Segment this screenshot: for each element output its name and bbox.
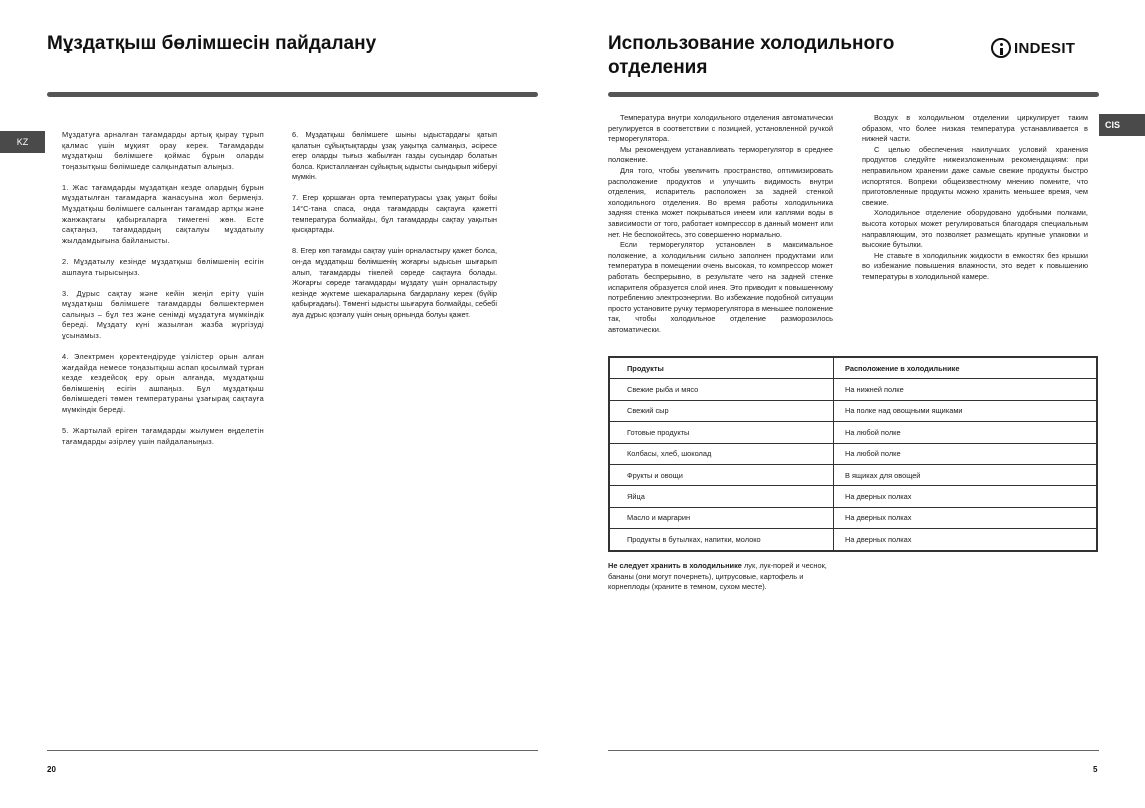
lang-tab-label: CIS	[1105, 120, 1121, 130]
table-row	[609, 464, 1097, 485]
paragraph: Не ставьте в холодильник жидкости в емкостях без крышки во избежание повышения влажности, это ведет к повышению температуры в холодильной камере.	[862, 250, 1088, 281]
paragraph: Холодильное отделение оборудовано удобными полками, высота которых может регулироваться благодаря специальным направляющим, это позволяет размещать крупные упаковки и высокие бутылки.	[862, 208, 1088, 250]
cell-product: Свежий сыр	[609, 400, 834, 421]
table-row	[609, 379, 1097, 400]
table-row	[609, 443, 1097, 464]
left-column-2	[292, 130, 497, 331]
paragraph: 7. Егер қоршаған орта температурасы ұзақ уақыт бойы 14°C-тана спаса, онда тағамдарды сақтауға қажетті температура болмайды, бұл тағамдарды сақтау уақытын қысқартады.	[292, 193, 497, 235]
paragraph: 5. Жартылай еріген тағамдарды жылумен өңделетін тағамдарды әзірлеу үшін пайдаланыңыз.	[62, 426, 264, 446]
cell-product: Продукты в бутылках, напитки, молоко	[609, 529, 834, 551]
header-location: Расположение в холодильнике	[834, 357, 1098, 379]
cell-product: Яйца	[609, 486, 834, 507]
cell-product: Свежие рыба и мясо	[609, 379, 834, 400]
cell-location: В ящиках для овощей	[834, 464, 1098, 485]
paragraph: Если терморегулятор установлен в максимальное положение, а холодильник сильно заполнен продуктами или температура в помещении очень высокая, то компрессор может работать беспрерывно, в результате чего на задней стенке испарителя образуется слой инея. Это приводит к повышенному потреблению электроэнергии. Во избежание подобной ситуации просто установите ручку терморегулятора в меньшее положение так, чтобы холодильное отделение разморозилось автоматически.	[608, 240, 833, 334]
table-row	[609, 486, 1097, 507]
paragraph: 6. Мұздатқыш бөлімшеге шыны ыдыстардағы қатып қалатын сұйықтықтарды ұзақ уақытқа салмаңыз, әсіресе егер оларды тығыз жабылған газды сусындар болатын болса. Кристалланған сұйықтық ыдысты сындырып жіберуі мүмкін.	[292, 130, 497, 182]
lang-tab-kz	[0, 131, 45, 153]
right-header-bar	[608, 92, 1099, 97]
table-row	[609, 422, 1097, 443]
paragraph: 2. Мұздатылу кезінде мұздатқыш бөлімшенің есігін ашпауға тырысыңыз.	[62, 256, 264, 277]
cell-location: На дверных полках	[834, 486, 1098, 507]
left-page-title: Мұздатқыш бөлімшесін пайдалану	[47, 33, 377, 54]
left-footer-line	[47, 750, 538, 751]
cell-location: На дверных полках	[834, 507, 1098, 528]
cell-product: Колбасы, хлеб, шоколад	[609, 443, 834, 464]
paragraph: Воздух в холодильном отделении циркулирует таким образом, что более низкая температура устанавливается в нижней части.	[862, 113, 1088, 144]
cell-location: На нижней полке	[834, 379, 1098, 400]
paragraph: 4. Электрмен қоректендіруде үзілістер орын алған жағдайда немесе тоңазытқыш аспап қосылмай тұрған кезде кездейсоқ еру орын алғанда, мұздатқыш бөлімшенің есігін ашпаңыз. Бұл мұздатқыш бөлімшедегі төмен температураны ұзағырақ сақтауға мүмкіндік береді.	[62, 352, 264, 415]
food-storage-table	[608, 356, 1098, 552]
cell-location: На любой полке	[834, 443, 1098, 464]
right-column-1	[608, 113, 833, 335]
header-products: Продукты	[609, 357, 834, 379]
paragraph: 3. Дұрыс сақтау және кейін жеңіл еріту үшін мұздатқыш бөлімшеге тағамдарды бөлшектермен салыңыз – бұл тез және сенімді мұздатуға мүмкіндік береді. Мұздату күні жазылған жазба жүргізуді ұсынамыз.	[62, 288, 264, 340]
right-title-line-2: отделения	[608, 57, 708, 78]
paragraph: Мұздатуға арналған тағамдарды артық қырау тұрып қалмас үшін мұқият орау керек. Тағамдарды мұздатқыш бөлімшеге қоймас бұрын оларды тоңазытқыш бөлімшеде салқындатып алыңыз.	[62, 130, 264, 171]
table-row	[609, 507, 1097, 528]
cell-location: На полке над овощными ящиками	[834, 400, 1098, 421]
paragraph: Мы рекомендуем устанавливать терморегулятор в среднее положение.	[608, 144, 833, 165]
indesit-logo	[991, 38, 1075, 58]
right-column-2	[862, 113, 1088, 283]
lang-tab-cis	[1099, 114, 1145, 136]
brand-name: INDESIT	[1014, 39, 1076, 57]
right-footer-line	[608, 750, 1099, 751]
right-page-title	[608, 32, 894, 80]
table-header-row	[609, 357, 1097, 379]
table-row	[609, 400, 1097, 421]
paragraph: 8. Егер көп тағамды сақтау үшін орналастыру қажет болса, он-да мұздатқыш бөлімшенің жоғарғы ыдысын шығарып алып, тағамдарды тікелей сөреде сақтауға болады. Жоғарғы сөреде тағамдарды мұздату үшін орналастыру кезінде жүктеме шекараларына бағдарлану керек (бүйір қабырғадағы). Төменгі ыдысты шығаруға болмайды, себебі ауа дұрыс қозғалу үшін оның орнында болуы қажет.	[292, 246, 497, 319]
info-circle-icon	[991, 38, 1011, 58]
paragraph: С целью обеспечения наилучших условий хранения продуктов следуйте нижеизложенным рекомендациям: при неправильном хранении даже самые свежие продукты быстро испортятся. Вопреки общеизвестному мнению помните, что приготовленные продукты можно хранить меньшее время, чем свежие.	[862, 144, 1088, 207]
cell-product: Масло и маргарин	[609, 507, 834, 528]
left-page-number: 20	[47, 765, 56, 774]
paragraph: Для того, чтобы увеличить пространство, оптимизировать расположение продуктов и улучшить видимость внутри отделения, испаритель расположен за задней стенкой холодильного отделения. Во время работы холодильника задняя стенка может покрываться инеем или каплями воды в зависимости от того, работает компрессор в данный момент или нет. Не беспокойтесь, это совершенно нормально.	[608, 165, 833, 239]
cell-location: На дверных полках	[834, 529, 1098, 551]
lang-tab-label: KZ	[16, 137, 29, 147]
cell-product: Фрукты и овощи	[609, 464, 834, 485]
left-header-bar	[47, 92, 538, 97]
right-title-line-1: Использование холодильного	[608, 33, 895, 54]
paragraph: Температура внутри холодильного отделения автоматически регулируется в соответствии с позицией, установленной ручкой терморегулятора.	[608, 113, 833, 144]
note-text: лук, лук-порей и чеснок, бананы (они могут почернеть), цитрусовые, картофель и корнеплоды (храните в темном, сухом месте).	[608, 561, 827, 592]
note-bold: Не следует хранить в холодильнике	[608, 561, 742, 570]
right-page-number: 5	[1093, 765, 1098, 774]
table-row	[609, 529, 1097, 551]
storage-warning-note	[608, 561, 836, 593]
left-column-1	[62, 130, 264, 458]
paragraph: 1. Жас тағамдарды мұздатқан кезде олардың бұрын мұздатылған тағамдарға жанасуына жол бермеңіз. Мұздатқыш бөлімшеге салынған тағамдар артқы және жанжақтағы қабырғаларға тимегені жөн. Есте сақтаңыз, тағамдардың сақталуы мұздатылу жылдамдығына байланысты.	[62, 182, 264, 245]
cell-product: Готовые продукты	[609, 422, 834, 443]
cell-location: На любой полке	[834, 422, 1098, 443]
